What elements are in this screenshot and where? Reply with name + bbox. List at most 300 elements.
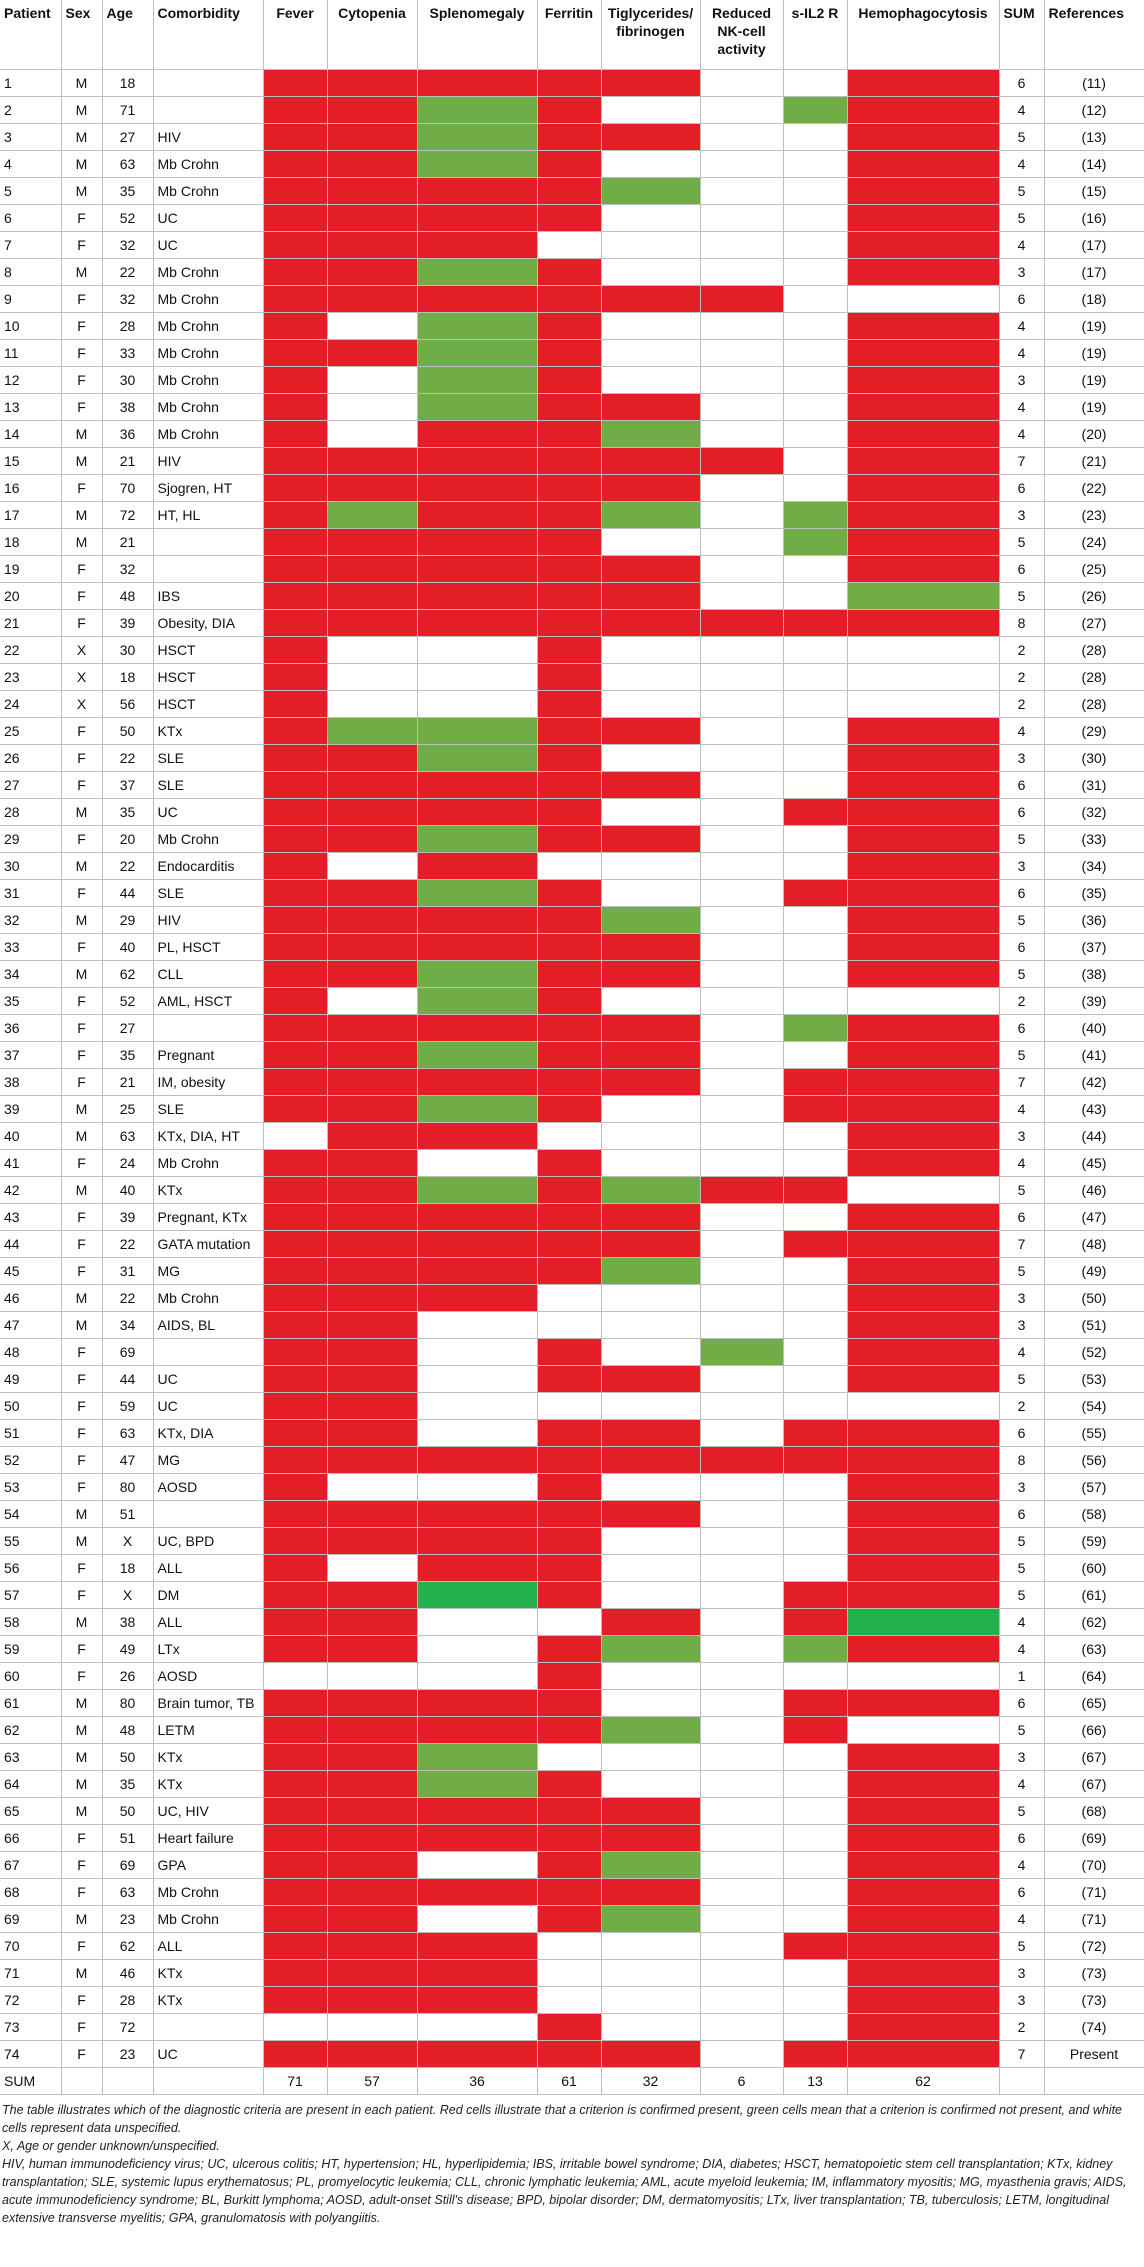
table-row (0, 502, 1144, 529)
criterion-nk-cell-cell (700, 1042, 783, 1069)
criterion-hemophagocytosis-cell (847, 232, 999, 259)
criterion-nk-cell-cell (700, 1609, 783, 1636)
criterion-ferritin-cell (537, 1636, 601, 1663)
sex-cell: X (61, 691, 102, 718)
criterion-ferritin-cell (537, 1987, 601, 2014)
header-age: Age (102, 0, 153, 70)
patient-id-cell: 5 (0, 178, 61, 205)
sex-cell: M (61, 448, 102, 475)
criterion-fever-cell (263, 1231, 327, 1258)
reference-cell: (38) (1044, 961, 1144, 988)
reference-cell: (21) (1044, 448, 1144, 475)
table-row (0, 1474, 1144, 1501)
criterion-cytopenia-cell (327, 1447, 417, 1474)
criterion-hemophagocytosis-cell (847, 1609, 999, 1636)
reference-cell: (58) (1044, 1501, 1144, 1528)
reference-cell: (13) (1044, 124, 1144, 151)
criterion-sil2r-cell (783, 70, 847, 97)
criterion-cytopenia-cell (327, 691, 417, 718)
criterion-triglycerides-cell (601, 502, 700, 529)
criterion-splenomegaly-cell (417, 313, 537, 340)
patient-id-cell: 27 (0, 772, 61, 799)
criterion-fever-cell (263, 529, 327, 556)
criterion-cytopenia-cell (327, 1771, 417, 1798)
criterion-splenomegaly-cell (417, 610, 537, 637)
criterion-ferritin-cell (537, 97, 601, 124)
patient-id-cell: 46 (0, 1285, 61, 1312)
comorbidity-cell: Mb Crohn (153, 1150, 263, 1177)
reference-cell: (19) (1044, 340, 1144, 367)
criterion-cytopenia-cell (327, 367, 417, 394)
criterion-triglycerides-cell (601, 1690, 700, 1717)
reference-cell: (20) (1044, 421, 1144, 448)
table-row (0, 1420, 1144, 1447)
patient-id-cell: 60 (0, 1663, 61, 1690)
sum-cell: 6 (999, 772, 1044, 799)
criterion-nk-cell-cell (700, 151, 783, 178)
patient-id-cell: 57 (0, 1582, 61, 1609)
criterion-cytopenia-cell (327, 1312, 417, 1339)
sex-cell: X (61, 637, 102, 664)
table-row (0, 1204, 1144, 1231)
criterion-cytopenia-cell (327, 1744, 417, 1771)
criterion-hemophagocytosis-cell (847, 70, 999, 97)
reference-cell: (27) (1044, 610, 1144, 637)
criterion-triglycerides-cell (601, 178, 700, 205)
table-row (0, 151, 1144, 178)
comorbidity-cell: KTx, DIA (153, 1420, 263, 1447)
sex-cell: F (61, 1852, 102, 1879)
criterion-splenomegaly-cell (417, 367, 537, 394)
criterion-sil2r-cell (783, 1852, 847, 1879)
criterion-hemophagocytosis-cell (847, 1204, 999, 1231)
age-cell: 22 (102, 745, 153, 772)
sum-cell: 3 (999, 259, 1044, 286)
patient-id-cell: 42 (0, 1177, 61, 1204)
criterion-sil2r-cell (783, 745, 847, 772)
criterion-ferritin-cell (537, 1393, 601, 1420)
criterion-fever-cell (263, 151, 327, 178)
criterion-nk-cell-cell (700, 1987, 783, 2014)
criterion-sil2r-cell (783, 961, 847, 988)
criterion-nk-cell-cell (700, 259, 783, 286)
criterion-splenomegaly-cell (417, 1312, 537, 1339)
criterion-hemophagocytosis-cell (847, 151, 999, 178)
criterion-nk-cell-cell (700, 70, 783, 97)
sex-cell: F (61, 1933, 102, 1960)
criterion-nk-cell-cell (700, 1285, 783, 1312)
comorbidity-cell: Mb Crohn (153, 151, 263, 178)
criterion-fever-cell (263, 1879, 327, 1906)
criterion-fever-cell (263, 1474, 327, 1501)
table-row (0, 718, 1144, 745)
criterion-splenomegaly-cell (417, 1474, 537, 1501)
age-cell: 63 (102, 151, 153, 178)
table-row (0, 286, 1144, 313)
comorbidity-cell: Mb Crohn (153, 178, 263, 205)
reference-cell: (69) (1044, 1825, 1144, 1852)
criterion-cytopenia-cell (327, 1852, 417, 1879)
comorbidity-cell: AIDS, BL (153, 1312, 263, 1339)
criterion-fever-cell (263, 232, 327, 259)
criterion-triglycerides-cell (601, 1663, 700, 1690)
age-cell: 40 (102, 1177, 153, 1204)
sum-cell: 4 (999, 1906, 1044, 1933)
patient-id-cell: 20 (0, 583, 61, 610)
age-cell: 20 (102, 826, 153, 853)
age-cell: 18 (102, 1555, 153, 1582)
age-cell: 34 (102, 1312, 153, 1339)
table-row (0, 1015, 1144, 1042)
criterion-sil2r-cell (783, 1204, 847, 1231)
age-cell: 33 (102, 340, 153, 367)
criterion-cytopenia-cell (327, 1933, 417, 1960)
sex-cell: F (61, 1447, 102, 1474)
reference-cell: (33) (1044, 826, 1144, 853)
criterion-nk-cell-cell (700, 961, 783, 988)
table-row (0, 1798, 1144, 1825)
comorbidity-cell: UC (153, 799, 263, 826)
criterion-hemophagocytosis-cell (847, 529, 999, 556)
criterion-splenomegaly-cell (417, 556, 537, 583)
header-nk-cell-activity: Reduced NK-cell activity (700, 0, 783, 70)
criterion-splenomegaly-cell (417, 1393, 537, 1420)
reference-cell: (70) (1044, 1852, 1144, 1879)
sex-cell: F (61, 2041, 102, 2068)
criterion-sil2r-cell (783, 610, 847, 637)
comorbidity-cell: ALL (153, 1933, 263, 1960)
criterion-splenomegaly-cell (417, 1501, 537, 1528)
criterion-sil2r-cell (783, 1420, 847, 1447)
criterion-nk-cell-cell (700, 1177, 783, 1204)
patient-id-cell: 63 (0, 1744, 61, 1771)
comorbidity-cell: HIV (153, 124, 263, 151)
criterion-sil2r-cell (783, 1825, 847, 1852)
criterion-hemophagocytosis-cell (847, 1852, 999, 1879)
age-cell: 24 (102, 1150, 153, 1177)
criterion-hemophagocytosis-cell (847, 745, 999, 772)
criterion-splenomegaly-cell (417, 1906, 537, 1933)
criterion-sil2r-cell (783, 1258, 847, 1285)
criterion-hemophagocytosis-cell (847, 1555, 999, 1582)
criterion-hemophagocytosis-cell (847, 1825, 999, 1852)
reference-cell: (74) (1044, 2014, 1144, 2041)
criterion-sil2r-cell (783, 988, 847, 1015)
reference-cell: (59) (1044, 1528, 1144, 1555)
criterion-triglycerides-cell (601, 1285, 700, 1312)
sum-cell: 4 (999, 1339, 1044, 1366)
criterion-sil2r-cell (783, 1528, 847, 1555)
criterion-cytopenia-cell (327, 1717, 417, 1744)
criterion-triglycerides-cell (601, 1528, 700, 1555)
sex-cell: M (61, 124, 102, 151)
comorbidity-cell: LTx (153, 1636, 263, 1663)
criterion-nk-cell-cell (700, 1798, 783, 1825)
criterion-fever-cell (263, 367, 327, 394)
criterion-cytopenia-cell (327, 826, 417, 853)
comorbidity-cell: SLE (153, 745, 263, 772)
criterion-nk-cell-cell (700, 1825, 783, 1852)
sex-cell: M (61, 1123, 102, 1150)
criterion-sil2r-cell (783, 1609, 847, 1636)
comorbidity-cell: HIV (153, 907, 263, 934)
reference-cell: (47) (1044, 1204, 1144, 1231)
age-cell: 51 (102, 1825, 153, 1852)
reference-cell: (26) (1044, 583, 1144, 610)
sex-cell: M (61, 151, 102, 178)
age-cell: 48 (102, 583, 153, 610)
criterion-cytopenia-cell (327, 1393, 417, 1420)
comorbidity-cell: Mb Crohn (153, 259, 263, 286)
criterion-hemophagocytosis-cell (847, 205, 999, 232)
criterion-ferritin-cell (537, 1150, 601, 1177)
criterion-triglycerides-cell (601, 1150, 700, 1177)
criterion-fever-cell (263, 1177, 327, 1204)
criterion-cytopenia-cell (327, 1474, 417, 1501)
sex-cell: F (61, 718, 102, 745)
criterion-sil2r-cell (783, 691, 847, 718)
sum-cell: 6 (999, 1501, 1044, 1528)
reference-cell: (32) (1044, 799, 1144, 826)
sex-cell: F (61, 1015, 102, 1042)
patient-id-cell: 54 (0, 1501, 61, 1528)
reference-cell: (67) (1044, 1771, 1144, 1798)
criterion-fever-cell (263, 205, 327, 232)
table-row (0, 988, 1144, 1015)
criterion-hemophagocytosis-cell (847, 313, 999, 340)
sex-cell: M (61, 1312, 102, 1339)
comorbidity-cell (153, 1015, 263, 1042)
criterion-cytopenia-cell (327, 934, 417, 961)
sex-cell: F (61, 1555, 102, 1582)
patient-id-cell: 50 (0, 1393, 61, 1420)
criterion-fever-cell (263, 1150, 327, 1177)
criterion-hemophagocytosis-cell (847, 1123, 999, 1150)
criterion-sil2r-cell (783, 1582, 847, 1609)
criterion-hemophagocytosis-cell (847, 1906, 999, 1933)
sex-cell: F (61, 475, 102, 502)
criterion-ferritin-cell (537, 313, 601, 340)
patient-id-cell: 11 (0, 340, 61, 367)
criterion-splenomegaly-cell (417, 259, 537, 286)
criterion-splenomegaly-cell (417, 988, 537, 1015)
criterion-cytopenia-cell (327, 1528, 417, 1555)
age-cell: 80 (102, 1690, 153, 1717)
sum-empty-cell (102, 2068, 153, 2095)
criterion-cytopenia-cell (327, 313, 417, 340)
sum-empty-cell (1044, 2068, 1144, 2095)
table-row (0, 1717, 1144, 1744)
criterion-fever-cell (263, 1933, 327, 1960)
comorbidity-cell (153, 556, 263, 583)
criterion-sil2r-cell (783, 1933, 847, 1960)
criterion-fever-cell (263, 1204, 327, 1231)
criterion-cytopenia-cell (327, 745, 417, 772)
criterion-cytopenia-cell (327, 664, 417, 691)
abbreviations-note: HIV, human immunodeficiency virus; UC, ulcerous colitis; HT, hypertension; HL, hyperlipidemia; IBS, irritable bowel syndrome; DIA, diabetes; HSCT, hematopoietic stem cell transplantation; KTx, kidney transplantation; SLE, systemic lupus erythematosus; PL, promyelocytic leukemia; CLL, chronic lymphatic leukemia; AML, acute myeloid leukemia; IM, inflammatory myositis; MG, myasthenia gravis; AIDS, acute immunodeficiency syndrome; BL, Burkitt lymphoma; AOSD, adult-onset Still's disease; BPD, bipolar disorder; DM, dermatomyositis; LTx, liver transplantation; TB, tuberculosis; LETM, longitudinal extensive transverse myelitis; GPA, granulomatosis with polyangiitis. (2, 2157, 1127, 2225)
criterion-hemophagocytosis-cell (847, 1177, 999, 1204)
criterion-hemophagocytosis-cell (847, 907, 999, 934)
criterion-hemophagocytosis-cell (847, 1366, 999, 1393)
criterion-ferritin-cell (537, 502, 601, 529)
sex-cell: F (61, 1636, 102, 1663)
comorbidity-cell: CLL (153, 961, 263, 988)
criterion-splenomegaly-cell (417, 1177, 537, 1204)
sum-triglycerides: 32 (601, 2068, 700, 2095)
criterion-triglycerides-cell (601, 340, 700, 367)
reference-cell: (31) (1044, 772, 1144, 799)
criterion-ferritin-cell (537, 664, 601, 691)
criterion-fever-cell (263, 745, 327, 772)
patient-id-cell: 6 (0, 205, 61, 232)
sex-cell: F (61, 1069, 102, 1096)
reference-cell: (50) (1044, 1285, 1144, 1312)
age-cell: 26 (102, 1663, 153, 1690)
criterion-fever-cell (263, 583, 327, 610)
sum-cell: 5 (999, 1717, 1044, 1744)
criterion-fever-cell (263, 2014, 327, 2041)
criterion-fever-cell (263, 448, 327, 475)
criterion-cytopenia-cell (327, 448, 417, 475)
patient-id-cell: 71 (0, 1960, 61, 1987)
table-row (0, 1636, 1144, 1663)
patient-id-cell: 17 (0, 502, 61, 529)
criterion-triglycerides-cell (601, 1609, 700, 1636)
criterion-sil2r-cell (783, 1447, 847, 1474)
criterion-hemophagocytosis-cell (847, 1960, 999, 1987)
criterion-fever-cell (263, 799, 327, 826)
criterion-fever-cell (263, 1906, 327, 1933)
comorbidity-cell: Mb Crohn (153, 394, 263, 421)
criterion-splenomegaly-cell (417, 745, 537, 772)
sex-cell: F (61, 826, 102, 853)
sex-cell: F (61, 1042, 102, 1069)
criterion-splenomegaly-cell (417, 1960, 537, 1987)
criterion-nk-cell-cell (700, 205, 783, 232)
reference-cell: (22) (1044, 475, 1144, 502)
table-row (0, 1609, 1144, 1636)
reference-cell: (63) (1044, 1636, 1144, 1663)
criterion-hemophagocytosis-cell (847, 1258, 999, 1285)
criterion-cytopenia-cell (327, 475, 417, 502)
comorbidity-cell: SLE (153, 1096, 263, 1123)
criterion-cytopenia-cell (327, 1069, 417, 1096)
criterion-splenomegaly-cell (417, 124, 537, 151)
criterion-ferritin-cell (537, 2014, 601, 2041)
criterion-hemophagocytosis-cell (847, 799, 999, 826)
patient-id-cell: 36 (0, 1015, 61, 1042)
criterion-nk-cell-cell (700, 934, 783, 961)
criterion-ferritin-cell (537, 745, 601, 772)
criterion-hemophagocytosis-cell (847, 1933, 999, 1960)
criterion-sil2r-cell (783, 1015, 847, 1042)
comorbidity-cell: UC (153, 205, 263, 232)
criterion-splenomegaly-cell (417, 1528, 537, 1555)
age-cell: 32 (102, 556, 153, 583)
criterion-cytopenia-cell (327, 853, 417, 880)
criterion-nk-cell-cell (700, 178, 783, 205)
comorbidity-cell (153, 1501, 263, 1528)
criterion-fever-cell (263, 1663, 327, 1690)
age-cell: 63 (102, 1420, 153, 1447)
criterion-nk-cell-cell (700, 718, 783, 745)
criterion-hemophagocytosis-cell (847, 853, 999, 880)
criterion-cytopenia-cell (327, 1825, 417, 1852)
age-cell: 32 (102, 232, 153, 259)
criterion-cytopenia-cell (327, 1987, 417, 2014)
sex-cell: M (61, 421, 102, 448)
criterion-cytopenia-cell (327, 1501, 417, 1528)
criterion-ferritin-cell (537, 1096, 601, 1123)
criterion-sil2r-cell (783, 1960, 847, 1987)
criterion-sil2r-cell (783, 1717, 847, 1744)
criterion-hemophagocytosis-cell (847, 1744, 999, 1771)
table-row (0, 1501, 1144, 1528)
age-cell: 52 (102, 988, 153, 1015)
reference-cell: (18) (1044, 286, 1144, 313)
criterion-hemophagocytosis-cell (847, 286, 999, 313)
criterion-triglycerides-cell (601, 799, 700, 826)
patient-id-cell: 66 (0, 1825, 61, 1852)
criterion-sil2r-cell (783, 637, 847, 664)
table-row (0, 124, 1144, 151)
criterion-triglycerides-cell (601, 556, 700, 583)
criterion-fever-cell (263, 961, 327, 988)
criterion-cytopenia-cell (327, 1879, 417, 1906)
sex-cell: M (61, 1906, 102, 1933)
table-row (0, 826, 1144, 853)
age-cell: 28 (102, 1987, 153, 2014)
criterion-cytopenia-cell (327, 124, 417, 151)
criterion-nk-cell-cell (700, 1069, 783, 1096)
criterion-triglycerides-cell (601, 691, 700, 718)
criterion-ferritin-cell (537, 1717, 601, 1744)
criterion-fever-cell (263, 718, 327, 745)
age-cell: 22 (102, 1285, 153, 1312)
age-cell: 63 (102, 1879, 153, 1906)
sex-cell: F (61, 1366, 102, 1393)
reference-cell: (51) (1044, 1312, 1144, 1339)
comorbidity-cell (153, 529, 263, 556)
criterion-sil2r-cell (783, 529, 847, 556)
comorbidity-cell: UC, HIV (153, 1798, 263, 1825)
sum-cell: 3 (999, 367, 1044, 394)
comorbidity-cell: GATA mutation (153, 1231, 263, 1258)
sex-cell: M (61, 1798, 102, 1825)
criterion-sil2r-cell (783, 1123, 847, 1150)
x-note: X, Age or gender unknown/unspecified. (2, 2139, 220, 2153)
criterion-fever-cell (263, 1420, 327, 1447)
criterion-nk-cell-cell (700, 124, 783, 151)
criterion-ferritin-cell (537, 1420, 601, 1447)
comorbidity-cell (153, 97, 263, 124)
criterion-sil2r-cell (783, 853, 847, 880)
reference-cell: (39) (1044, 988, 1144, 1015)
table-row (0, 1582, 1144, 1609)
age-cell: 22 (102, 1231, 153, 1258)
reference-cell: Present (1044, 2041, 1144, 2068)
criterion-hemophagocytosis-cell (847, 1798, 999, 1825)
age-cell: 63 (102, 1123, 153, 1150)
table-row (0, 1393, 1144, 1420)
criterion-sil2r-cell (783, 1636, 847, 1663)
table-row (0, 961, 1144, 988)
sum-ferritin: 61 (537, 2068, 601, 2095)
sum-cell: 5 (999, 1555, 1044, 1582)
reference-cell: (19) (1044, 394, 1144, 421)
criterion-ferritin-cell (537, 1366, 601, 1393)
criterion-fever-cell (263, 1123, 327, 1150)
